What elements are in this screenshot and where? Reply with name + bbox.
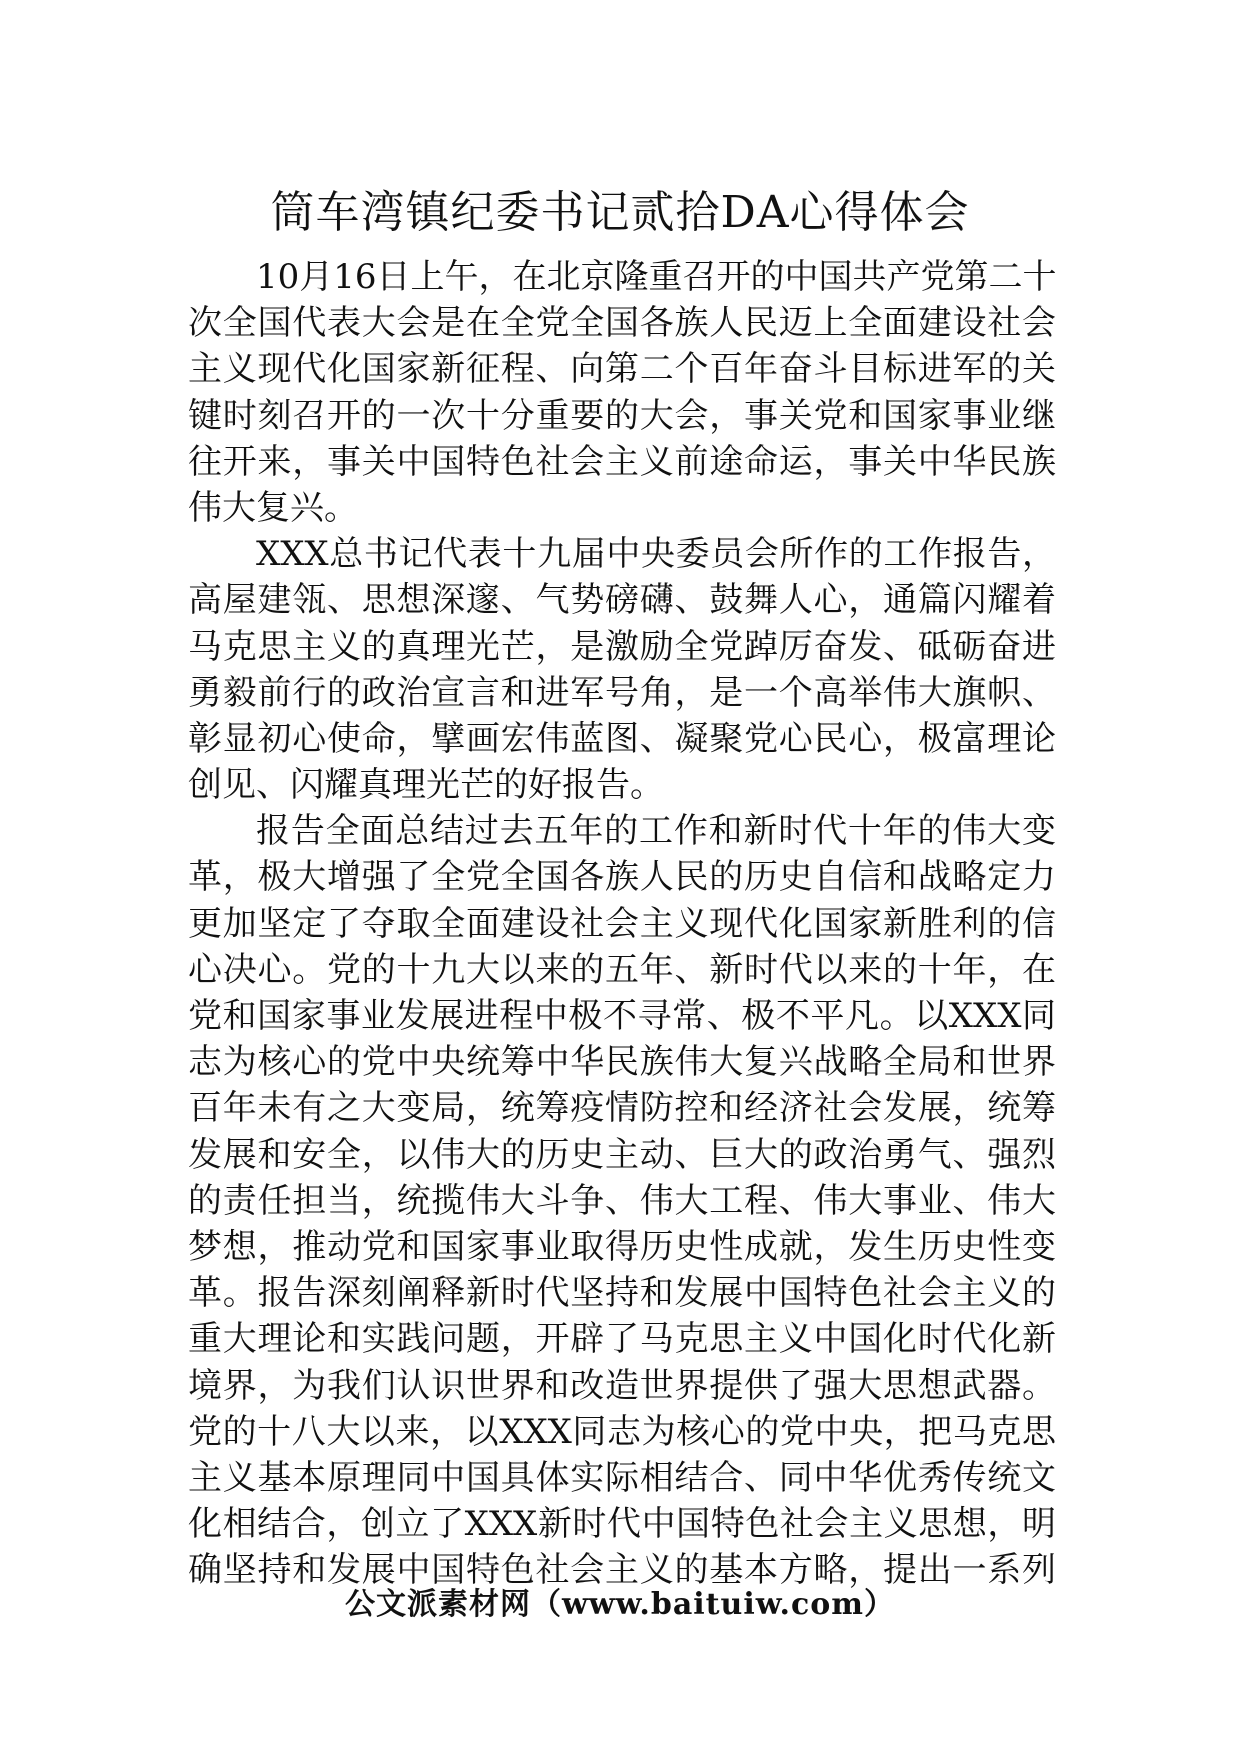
- text-line: 马克思主义的真理光芒，是激励全党踔厉奋发、砥砺奋进: [188, 626, 1056, 667]
- text-line: 次全国代表大会是在全党全国各族人民迈上全面建设社会: [188, 303, 1056, 344]
- text-line: 更加坚定了夺取全面建设社会主义现代化国家新胜利的信: [188, 903, 1056, 944]
- text-line: 往开来，事关中国特色社会主义前途命运，事关中华民族: [188, 441, 1056, 482]
- text-line: 10月16日上午，在北京隆重召开的中国共产党第二十: [256, 257, 1057, 297]
- text-line: 境界，为我们认识世界和改造世界提供了强大思想武器。: [188, 1365, 1056, 1406]
- text-line: 发展和安全，以伟大的历史主动、巨大的政治勇气、强烈: [188, 1134, 1056, 1175]
- text-line: 键时刻召开的一次十分重要的大会，事关党和国家事业继: [188, 395, 1056, 436]
- text-line: 百年未有之大变局，统筹疫情防控和经济社会发展，统筹: [188, 1088, 1056, 1129]
- text-line: 主义基本原理同中国具体实际相结合、同中华优秀传统文: [188, 1457, 1056, 1498]
- text-line: 勇毅前行的政治宣言和进军号角，是一个高举伟大旗帜、: [188, 672, 1056, 713]
- text-line: 的责任担当，统揽伟大斗争、伟大工程、伟大事业、伟大: [188, 1180, 1056, 1221]
- footer-watermark: 公文派素材网（www.baituiw.com）: [344, 1587, 896, 1622]
- text-line: 重大理论和实践问题，开辟了马克思主义中国化时代化新: [188, 1319, 1056, 1360]
- text-line: 革，极大增强了全党全国各族人民的历史自信和战略定力: [188, 857, 1056, 898]
- text-line: 主义现代化国家新征程、向第二个百年奋斗目标进军的关: [188, 349, 1056, 390]
- text-line: 革。报告深刻阐释新时代坚持和发展中国特色社会主义的: [188, 1273, 1056, 1314]
- text-line: 志为核心的党中央统筹中华民族伟大复兴战略全局和世界: [188, 1042, 1056, 1083]
- text-line: 创见、闪耀真理光芒的好报告。: [188, 765, 664, 806]
- text-line: 伟大复兴。: [188, 487, 358, 528]
- text-line: 报告全面总结过去五年的工作和新时代十年的伟大变: [256, 811, 1056, 852]
- text-line: 高屋建瓴、思想深邃、气势磅礴、鼓舞人心，通篇闪耀着: [188, 580, 1056, 621]
- text-line: 彰显初心使命，擘画宏伟蓝图、凝聚党心民心，极富理论: [188, 718, 1056, 759]
- document-body: [188, 254, 1056, 1593]
- text-line: 梦想，推动党和国家事业取得历史性成就，发生历史性变: [188, 1226, 1056, 1267]
- text-line: 确坚持和发展中国特色社会主义的基本方略，提出一系列: [188, 1550, 1056, 1591]
- text-line: 党和国家事业发展进程中极不寻常、极不平凡。以XXX同: [188, 996, 1056, 1036]
- text-line: XXX总书记代表十九届中央委员会所作的工作报告，: [256, 534, 1056, 575]
- document-title: 筒车湾镇纪委书记贰拾DA心得体会: [270, 187, 970, 238]
- text-line: 党的十八大以来，以XXX同志为核心的党中央，把马克思: [188, 1411, 1056, 1452]
- text-line: 化相结合，创立了XXX新时代中国特色社会主义思想，明: [188, 1504, 1056, 1545]
- text-line: 心决心。党的十九大以来的五年、新时代以来的十年，在: [188, 949, 1056, 990]
